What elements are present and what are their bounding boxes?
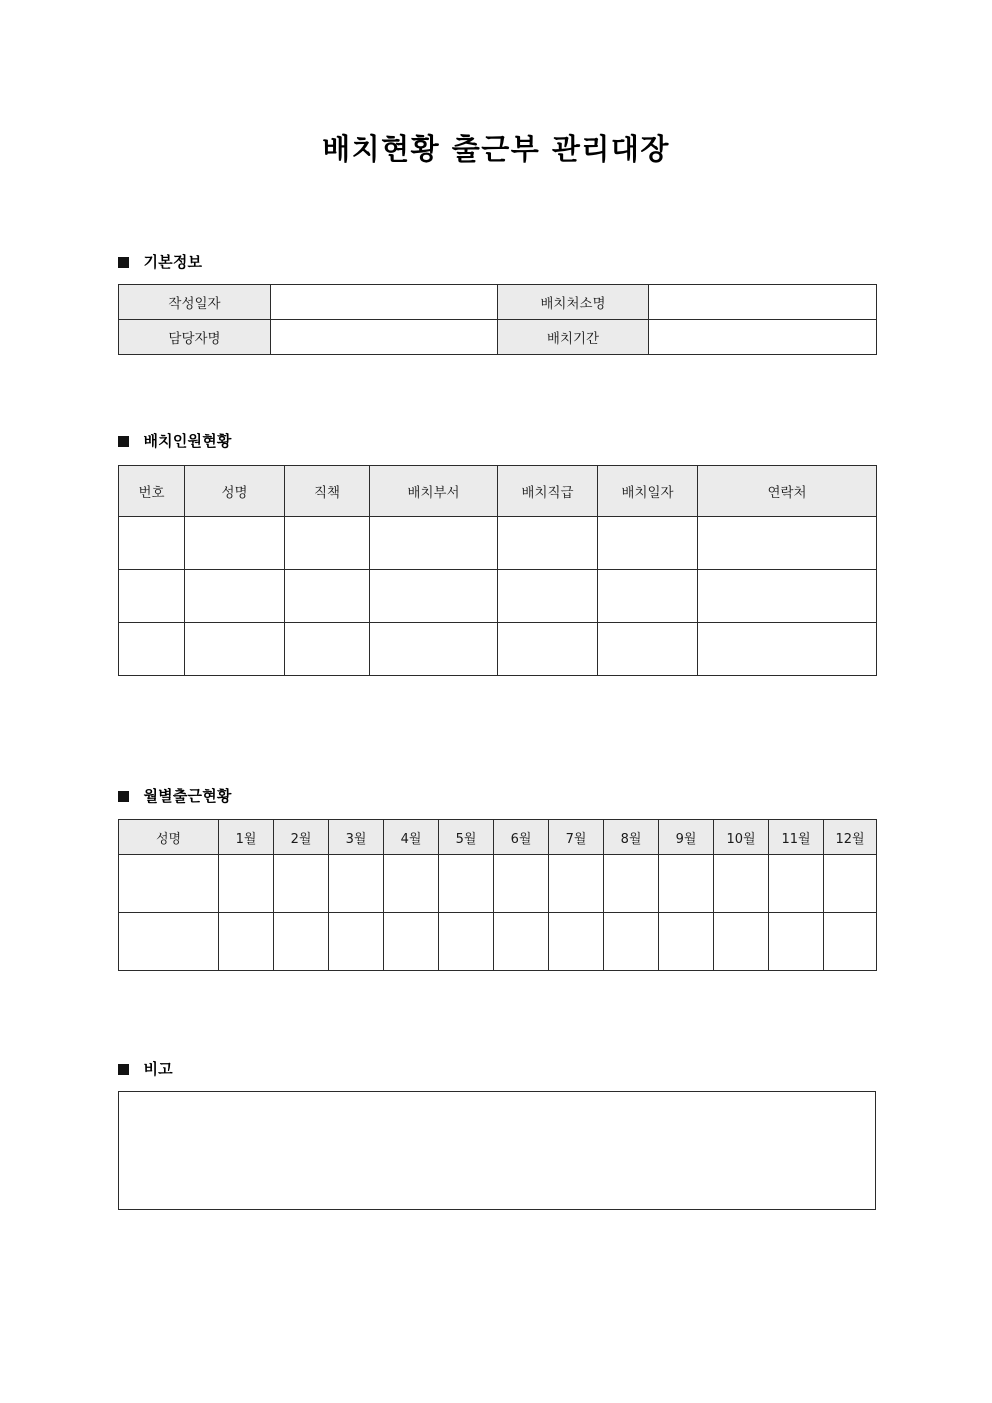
table-header-row bbox=[119, 466, 877, 517]
table-row bbox=[119, 570, 877, 623]
field-label-manager-name: 담당자명 bbox=[119, 320, 271, 355]
table-row bbox=[119, 320, 877, 355]
section-heading-monthly-attendance bbox=[118, 789, 232, 804]
cell-name[interactable] bbox=[185, 517, 285, 570]
cell-name[interactable] bbox=[185, 623, 285, 676]
cell-contact[interactable] bbox=[698, 570, 877, 623]
cell-month-12[interactable] bbox=[824, 913, 877, 971]
table-row bbox=[119, 623, 877, 676]
cell-number[interactable] bbox=[119, 517, 185, 570]
cell-month-7[interactable] bbox=[549, 855, 604, 913]
cell-month-11[interactable] bbox=[769, 855, 824, 913]
cell-month-9[interactable] bbox=[659, 913, 714, 971]
cell-month-1[interactable] bbox=[219, 855, 274, 913]
column-header-placement-date: 배치일자 bbox=[598, 466, 698, 517]
cell-month-2[interactable] bbox=[274, 855, 329, 913]
remarks-textbox[interactable] bbox=[118, 1091, 876, 1210]
column-header-month-3: 3월 bbox=[329, 820, 384, 855]
table-header-row bbox=[119, 820, 877, 855]
column-header-month-2: 2월 bbox=[274, 820, 329, 855]
section-heading-label: 월별출근현황 bbox=[143, 787, 232, 805]
cell-month-4[interactable] bbox=[384, 855, 439, 913]
square-bullet-icon bbox=[118, 436, 129, 447]
column-header-month-10: 10월 bbox=[714, 820, 769, 855]
column-header-grade: 배치직급 bbox=[498, 466, 598, 517]
cell-month-7[interactable] bbox=[549, 913, 604, 971]
field-value-placement-period[interactable] bbox=[649, 320, 877, 355]
cell-name[interactable] bbox=[185, 570, 285, 623]
column-header-month-11: 11월 bbox=[769, 820, 824, 855]
cell-department[interactable] bbox=[370, 517, 498, 570]
cell-contact[interactable] bbox=[698, 517, 877, 570]
cell-number[interactable] bbox=[119, 623, 185, 676]
section-heading-label: 비고 bbox=[143, 1060, 173, 1078]
cell-placement-date[interactable] bbox=[598, 517, 698, 570]
square-bullet-icon bbox=[118, 791, 129, 802]
cell-month-12[interactable] bbox=[824, 855, 877, 913]
cell-grade[interactable] bbox=[498, 517, 598, 570]
cell-month-3[interactable] bbox=[329, 855, 384, 913]
field-label-placement-site-name: 배치처소명 bbox=[498, 285, 649, 320]
cell-month-1[interactable] bbox=[219, 913, 274, 971]
cell-grade[interactable] bbox=[498, 623, 598, 676]
cell-month-5[interactable] bbox=[439, 855, 494, 913]
cell-month-10[interactable] bbox=[714, 855, 769, 913]
basic-info-table bbox=[118, 284, 877, 355]
cell-name[interactable] bbox=[119, 913, 219, 971]
table-row bbox=[119, 285, 877, 320]
cell-placement-date[interactable] bbox=[598, 623, 698, 676]
square-bullet-icon bbox=[118, 257, 129, 268]
staff-status-table bbox=[118, 465, 877, 676]
column-header-month-9: 9월 bbox=[659, 820, 714, 855]
section-heading-basic-info bbox=[118, 255, 202, 270]
column-header-month-7: 7월 bbox=[549, 820, 604, 855]
column-header-month-8: 8월 bbox=[604, 820, 659, 855]
cell-contact[interactable] bbox=[698, 623, 877, 676]
column-header-number: 번호 bbox=[119, 466, 185, 517]
cell-department[interactable] bbox=[370, 570, 498, 623]
cell-month-5[interactable] bbox=[439, 913, 494, 971]
field-label-creation-date: 작성일자 bbox=[119, 285, 271, 320]
cell-month-9[interactable] bbox=[659, 855, 714, 913]
section-heading-staff-status bbox=[118, 434, 232, 449]
field-value-placement-site-name[interactable] bbox=[649, 285, 877, 320]
cell-month-2[interactable] bbox=[274, 913, 329, 971]
section-heading-remarks bbox=[118, 1062, 173, 1077]
cell-placement-date[interactable] bbox=[598, 570, 698, 623]
cell-month-8[interactable] bbox=[604, 855, 659, 913]
cell-month-11[interactable] bbox=[769, 913, 824, 971]
column-header-month-12: 12월 bbox=[824, 820, 877, 855]
cell-name[interactable] bbox=[119, 855, 219, 913]
cell-month-6[interactable] bbox=[494, 855, 549, 913]
column-header-name: 성명 bbox=[119, 820, 219, 855]
table-row bbox=[119, 517, 877, 570]
cell-month-6[interactable] bbox=[494, 913, 549, 971]
cell-month-8[interactable] bbox=[604, 913, 659, 971]
column-header-department: 배치부서 bbox=[370, 466, 498, 517]
column-header-contact: 연락처 bbox=[698, 466, 877, 517]
monthly-attendance-table bbox=[118, 819, 877, 971]
cell-grade[interactable] bbox=[498, 570, 598, 623]
field-value-manager-name[interactable] bbox=[271, 320, 498, 355]
field-label-placement-period: 배치기간 bbox=[498, 320, 649, 355]
column-header-name: 성명 bbox=[185, 466, 285, 517]
column-header-position: 직책 bbox=[285, 466, 370, 517]
cell-position[interactable] bbox=[285, 623, 370, 676]
cell-position[interactable] bbox=[285, 570, 370, 623]
page-title: 배치현황 출근부 관리대장 bbox=[322, 132, 670, 166]
column-header-month-1: 1월 bbox=[219, 820, 274, 855]
section-heading-label: 배치인원현황 bbox=[143, 432, 232, 450]
square-bullet-icon bbox=[118, 1064, 129, 1075]
cell-month-3[interactable] bbox=[329, 913, 384, 971]
cell-month-10[interactable] bbox=[714, 913, 769, 971]
table-row bbox=[119, 913, 877, 971]
cell-month-4[interactable] bbox=[384, 913, 439, 971]
column-header-month-4: 4월 bbox=[384, 820, 439, 855]
column-header-month-5: 5월 bbox=[439, 820, 494, 855]
cell-position[interactable] bbox=[285, 517, 370, 570]
section-heading-label: 기본정보 bbox=[143, 253, 203, 271]
field-value-creation-date[interactable] bbox=[271, 285, 498, 320]
cell-department[interactable] bbox=[370, 623, 498, 676]
table-row bbox=[119, 855, 877, 913]
column-header-month-6: 6월 bbox=[494, 820, 549, 855]
cell-number[interactable] bbox=[119, 570, 185, 623]
